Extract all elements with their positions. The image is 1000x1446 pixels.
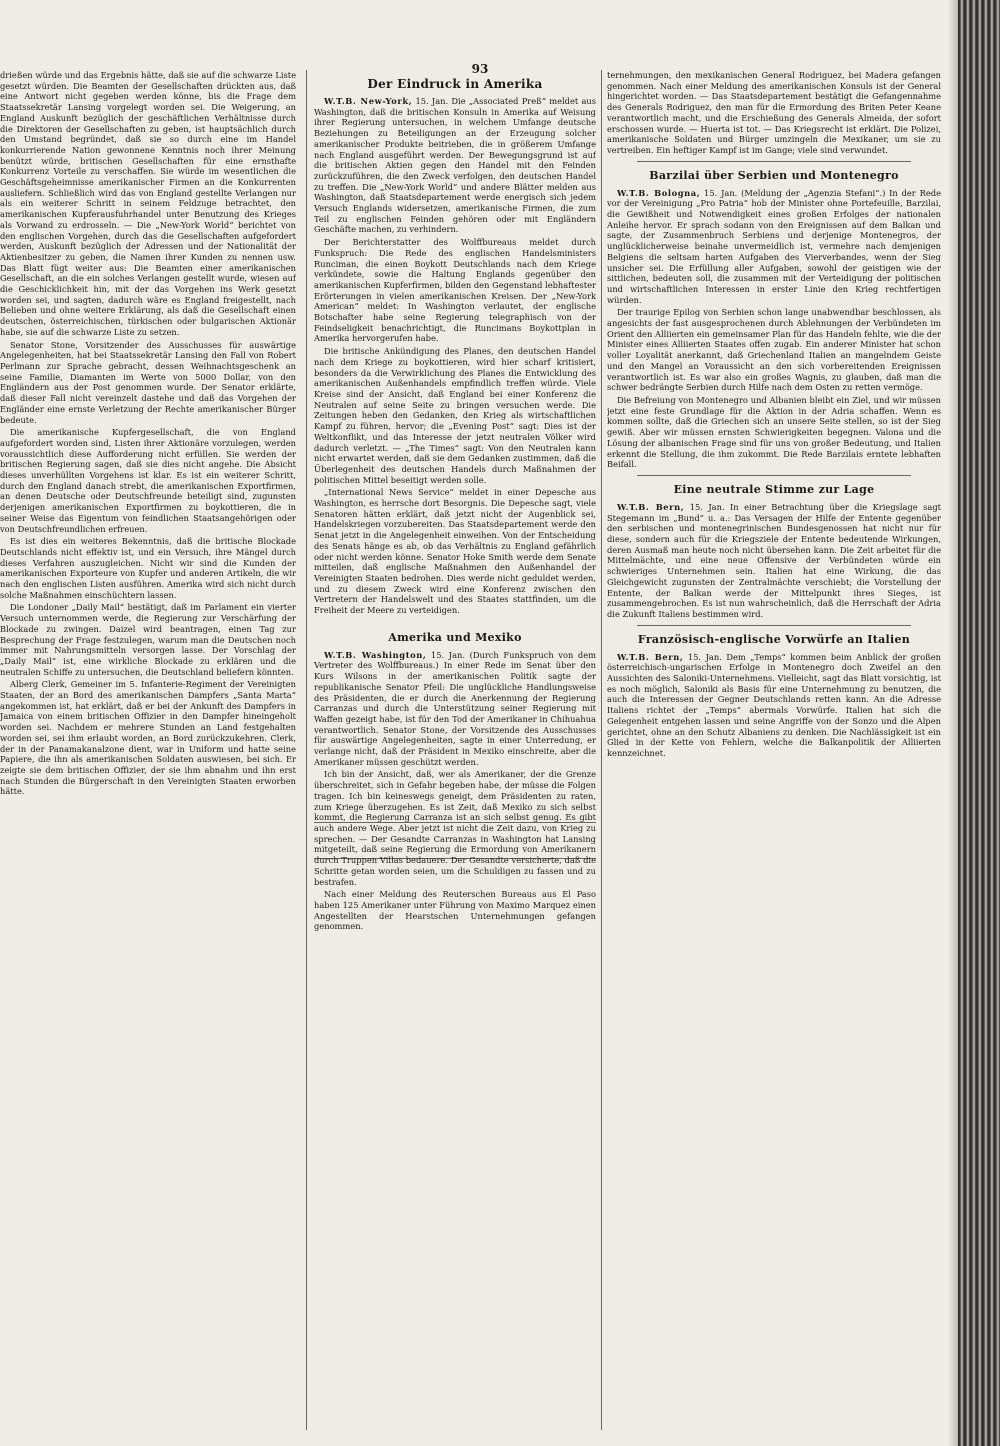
paragraph-text: Der Berichterstatter des Wolffbureaus meldet durch Funkspruch: Die Rede des englischen Handelsministers Runciman, die einen Boykott Deutschlands nach dem Kriege verkündete, sowie die Haltung Englands gegenüber den amerikanischen Kupferfirmen, bilden den Gegenstand lebhaftester Erörterungen in vielen amerikanischen Kreisen. Der „New-York American“ meldet: In Washington verlautet, der englische Botschafter habe seine Regierung telegraphisch von der Feindseligkeit benachrichtigt, die Runcimans Boykottplan in Amerika hervorgerufen habe.: [314, 237, 596, 344]
dateline: W.T.B. New-York,: [324, 96, 413, 106]
dateline: W.T.B. Bologna,: [617, 187, 701, 198]
paragraph: [314, 769, 596, 887]
paragraph: Es ist dies ein weiteres Bekenntnis, daß die britische Blockade Deutschlands nicht effektiv ist, und ein Versuch, ihre Mängel durch dieses Verfahren auszugleichen. Nicht wir sind die Kunden der amerikanischen Exporteure von Kupfer und anderen Artikeln, die wir nach den englischen Listen ausführen. Amerika wird sich nicht durch solche Maßnahmen einschüchtern lassen.: [0, 536, 296, 600]
paragraph: [314, 237, 596, 344]
paragraph: [607, 307, 941, 393]
divider: [637, 625, 911, 626]
paragraph: Die amerikanische Kupfergesellschaft, die von England aufgefordert worden sind, Listen ihrer Aktionäre vorzulegen, werden voraussichtlich diese Aufforderung nicht erfüllen. Sie werden der britischen Regierung sagen, daß sie dies nicht angehe. Die Absicht dieses unverhüllten Vorgehens ist klar. Es ist ein weiterer Schritt, durch den England danach strebt, die amerikanischen Exportfirmen, an denen Deutsche oder Deutschfreunde beteiligt sind, zugunsten derjenigen amerikanischen Exportfirmen zu boykottieren, die in seiner Weise das Eigentum von feindlichen Staatsangehörigen oder von Deutschfreundlichen erfreuen.: [0, 427, 296, 534]
paragraph: [314, 889, 596, 932]
article-heading-french-english-reproaches: Französisch-englische Vorwürfe an Italien: [637, 632, 911, 646]
paragraph: Senator Stone, Vorsitzender des Ausschusses für auswärtige Angelegenheiten, hat bei Staatssekretär Lansing den Fall von Robert Perlmann zur Sprache gebracht, dessen Weihnachtsgeschenk an seine Familie, Diamanten im Werte von 5000 Dollar, von den Engländern aus der Post genommen wurde. Der Senator erklärte, daß dieser Fall nicht vereinzelt dastehe und daß das Vorgehen der Engländer eine ernste Verletzung der Rechte amerikanischer Bürger bedeute.: [0, 339, 296, 425]
paragraph: [314, 346, 596, 485]
paragraph: [607, 188, 941, 306]
divider: [637, 161, 911, 162]
article-heading-neutral-voice: Eine neutrale Stimme zur Lage: [673, 482, 875, 496]
paragraph: [607, 395, 941, 470]
paragraph-text: Die britische Ankündigung des Planes, den deutschen Handel nach dem Kriege zu boykottieren, wird hier scharf kritisiert, besonders da die Verwirklichung des Planes die Entwicklung des amerikanischen Außenhandels empfindlich treffen würde. Viele Kreise sind der Ansicht, daß England bei einer Konferenz die Neutralen auf seine Seite zu bringen versuchen werde. Die Zeitungen heben den Gedanken, den Krieg als wirtschaftlichen Kampf zu führen, hervor; die „Evening Post“ sagt: Dies ist der Weltkonflikt, und das Interesse der jetzt neutralen Völker wird dadurch verletzt. — „The Times“ sagt: Von den Neutralen kann nicht erwartet werden, daß sie dem Gedanken zustimmen, daß die Überlegenheit des deutschen Handels durch Maßnahmen der politischen Mittel beseitigt werden solle.: [314, 346, 596, 485]
paragraph: drießen würde und das Ergebnis hätte, daß sie auf die schwarze Liste gesetzt würden. Die Beamten der Gesellschaften drückten aus, daß eine Antwort nicht gegeben werden könne, bis die Frage dem Staatssekretär Lansing vorgelegt worden sei. Die Weigerung, an England Auskunft bezüglich der geschäftlichen Verhältnisse durch die Direktoren der Gesellschaften zu geben, ist hauptsächlich durch den Umstand begründet, daß sie so durch eine im Handel konkurrierende Nation gewonnene Kenntnis noch ihrer Meinung benützt würde, britischen Gesellschaften für eine ernsthafte Konkurrenz Vorteile zu verschaffen. Sie würde im wesentlichen die Geschäftsgeheimnisse amerikanischer Firmen an die Konkurrenten ausliefern. Schließlich wird das von England gestellte Verlangen nur als ein weiterer Schritt in seinem Feldzuge betrachtet, den amerikanischen Kupferausfuhrhandel unter Benutzung des Krieges als Vorwand zu erdrosseln. — Die „New-York World“ berichtet von den englischen Vorgehen, durch das die Gesellschaften aufgefordert werden, Auskunft bezüglich der Adressen und der Nationalität der Aktienbesitzer zu geben, die Namen ihrer Kunden zu nennen usw. Das Blatt fügt weiter aus: Die Beamten einer amerikanischen Gesellschaft, an die ein solches Verlangen gestellt wurde, wiesen auf die Geschicklichkeit hin, mit der das Vorgehen ins Werk gesetzt worden sei, und sagten, dadurch wäre es England freigestellt, nach Belieben und ohne weitere Erklärung, als daß die Gesellschaft einen deutschen, österreichischen, türkischen oder bulgarischen Aktionär habe, sie auf die schwarze Liste zu setzen.: [0, 70, 296, 337]
paragraph: [314, 650, 596, 768]
paragraph-text: Die Befreiung von Montenegro und Albanien bleibt ein Ziel, und wir müssen jetzt eine feste Grundlage für die Aktion in der Adria schaffen. Wenn es kommen sollte, daß die Griechen sich an unsere Seite stellen, so ist der Sieg gewiß. Aber wir müssen ernsten Schwierigkeiten begegnen. Valona und die Lösung der albanischen Frage sind für uns von großer Bedeutung, und Italien erkennt die Stellung, die ihm zukommt. Die Rede Barzilais erntete lebhaften Beifall.: [607, 394, 941, 470]
paragraph: [607, 652, 941, 759]
article-heading-barzilai: Barzilai über Serbien und Montenegro: [649, 168, 899, 182]
column-rule-left: [306, 70, 307, 1430]
paragraph-text: Der traurige Epilog von Serbien schon lange unabwendbar beschlossen, als angesichts der fast ausgesprochenen durch Ablehnungen der Verbündeten im Orient den Alliierten ein gemeinsamer Plan für das Handeln fehlte, wie die der Minister eines Alliierten Staates offen zugab. Ein anderer Minister hat schon voller Loyalität anerkannt, daß Griechenland Italien an mangelndem Geiste und den Mangel an Voraussicht an den sich vorbereitenden Ereignissen verantwortlich ist. Es war also ein großes Wagnis, zu glauben, daß man die schwer bedrängte Serbien durch Hilfe nach dem Osten zu retten vermöge.: [607, 307, 941, 393]
dateline: W.T.B. Washington,: [324, 649, 427, 660]
divider: [637, 475, 911, 476]
page-number: 93: [471, 62, 489, 76]
article-heading-impression-america: Der Eindruck in Amerika: [367, 77, 543, 91]
paragraph-text: Nach einer Meldung des Reuterschen Bureaus aus El Paso haben 125 Amerikaner unter Führung von Maximo Marquez einen Angestellten der Hearstschen Unternehmungen gefangen genommen.: [314, 889, 596, 932]
dateline: W.T.B. Bern,: [617, 651, 684, 662]
paragraph-text: 15. Jan. Die „Associated Preß“ meldet aus Washington, daß die britischen Konsuln in Amerika auf Weisung ihrer Regierung untersuchen, in welchem Umfange deutsche Beziehungen zu Beteiligungen an der Erzeugung solcher amerikanischer Produkte beitrieben, die in größerem Umfange nach England ausgeführt werden. Der Bewegungsgrund ist auf die britischen Aktien gegen den Handel mit den Feinden zurückzuführen, die den Zweck verfolgen, den deutschen Handel zu treffen. Die „New-York World“ und andere Blätter melden aus Washington, daß Staatsdepartement werde energisch sich jedem Versuch Englands widersetzen, amerikanische Firmen, die zum Teil zu englischen Feinden gehören oder mit Engländern Geschäfte machen, zu verhindern.: [314, 96, 596, 235]
column-middle: [314, 70, 596, 1434]
paragraph: Alberg Clerk, Gemeiner im 5. Infanterie-Regiment der Vereinigten Staaten, der an Bord des amerikanischen Dampfers „Santa Marta“ angekommen ist, hat erklärt, daß er bei der Ankunft des Dampfers in Jamaica von einem britischen Offizier in den Dampfer hineingeholt worden sei. Nachdem er mehrere Stunden an Land festgehalten worden sei, sei ihm erlaubt worden, an Bord zurückzukehren. Clerk, der in der Panamakanalzone dient, war in Uniform und hatte seine Papiere, die ihn als amerikanischen Soldaten auswiesen, bei sich. Er zeigte sie dem britischen Offizier, der sie ihm abnahm und ihn erst nach Stunden die Bürgerschaft in den Vereinigten Staaten erworben hätte.: [0, 679, 296, 797]
paragraph-text: Ich bin der Ansicht, daß, wer als Amerikaner, der die Grenze überschreitet, sich in Gefahr begeben habe, der müsse die Folgen tragen. Ich bin keineswegs geneigt, dem Präsidenten zu raten, zum Kriege überzugehen. Es ist Zeit, daß Mexiko zu sich selbst kommt, die Regierung Carranza ist an sich selbst genug. Es gibt auch andere Wege. Aber jetzt ist nicht die Zeit dazu, von Krieg zu sprechen. — Der Gesandte Carranzas in Washington hat Lansing mitgeteilt, daß seine Regierung die Ermordung von Amerikanern durch Truppen Villas bedauere. Der Gesandte versicherte, daß die Schritte getan worden seien, um die Schuldigen zu fassen und zu bestrafen.: [314, 769, 596, 887]
column-right: [607, 70, 941, 1434]
paragraph-text: 15. Jan. (Meldung der „Agenzia Stefani“.) In der Rede vor der Vereinigung „Pro Patria“ hob der Minister ohne Portefeuille, Barzilai, die Gewißheit und Notwendigkeit eines großen Erfolges der nationalen Anleihe hervor. Er sprach sodann von den Ereignissen auf dem Balkan und sagte, der Zusammenbruch Serbiens und derjenige Montenegros, der unglücklicherweise beinahe unvermeidlich ist, vermehre nach demjenigen Belgiens die seltsam harten Aufgaben des Vierverbandes, wenn der Sieg unsicher sei. Die Erfüllung aller Aufgaben, sowohl der geistigen wie der sittlichen, bedeuten soll, die zusammen mit der Verteidigung der politischen und wirtschaftlichen Interessen in erster Linie den Krieg rechtfertigen würden.: [607, 187, 941, 305]
paragraph-text: 15. Jan. (Durch Funkspruch von dem Vertreter des Wolffbureaus.) In einer Rede im Senat über den Kurs Wilsons in der amerikanischen Politik sagte der republikanische Senator Pfeil: Die unglückliche Handlungsweise des Präsidenten, die er durch die Anerkennung der Regierung Carranzas und durch die Unterstützung seiner Regierung mit Waffen gezeigt habe, ist für den Tod der Amerikaner in Chihuahua verantwortlich. Senator Stone, der Vorsitzende des Ausschusses für auswärtige Angelegenheiten, sagte in einer Unterredung, er verlange nicht, daß der Präsident in Mexiko einschreite, aber die Amerikaner müssen geschützt werden.: [314, 649, 596, 767]
paragraph: Die Londoner „Daily Mail“ bestätigt, daß im Parlament ein vierter Versuch unternommen werde, die Regierung zur Verschärfung der Blockade zu zwingen. Daizel wird beantragen, einen Tag zur Besprechung der Frage festzulegen, warum man die Deutschen noch immer mit Nahrungsmitteln versorgen lasse. Der Vorschlag der „Daily Mail“ ist, eine wirkliche Blockade zu erklären und die neutralen Schiffe zu untersuchen, die Deutschland beliefern könnten.: [0, 602, 296, 677]
paragraph: ternehmungen, den mexikanischen General Rodriguez, bei Madera gefangen genommen. Nach einer Meldung des amerikanischen Konsuls ist der General hingerichtet worden. — Das Staatsdepartement bestätigt die Gefangennahme des Generals Rodriguez, den man für die Ermordung des Briten Peter Keane verantwortlich macht, und die Erschießung des Generals Almeida, der sofort erschossen wurde. — Huerta ist tot. — Das Kriegsrecht ist erklärt. Die Polizei, amerikanische Soldaten und Bürger umzingeln die Mexikaner, um sie zu vertreiben. Ein heftiger Kampf ist im Gange; viele sind verwundet.: [607, 70, 941, 155]
paragraph-text: „International News Service“ meldet in einer Depesche aus Washington, es herrsche dort Besorgnis. Die Depesche sagt, viele Senatoren hätten erklärt, daß jetzt nicht der Augenblick sei, Handelskriegen vorzubereiten. Das Staatsdepartement werde den Senat jetzt in die Angelegenheit einweihen. Von der Entscheidung des Senats hänge es ab, ob das Verhältnis zu England gefährlich oder nicht werden könne. Senator Hoke Smith werde dem Senate mitteilen, daß englische Maßnahmen den Außenhandel der Vereinigten Staaten bedrohen. Dies werde nicht geduldet werden, und zu diesem Zweck wird eine Konferenz zwischen den Vertretern der Handelswelt und des Staates stattfinden, um die Freiheit der Meere zu verteidigen.: [314, 487, 596, 616]
paragraph-text: 15. Jan. In einer Betrachtung über die Kriegslage sagt Stegemann im „Bund“ u. a.: Das Versagen der Hilfe der Entente gegenüber den serbischen und montenegrinischen Bundesgenossen hat nicht nur für diese, sondern auch für die Kriegsziele der Entente bedeutende Wirkungen, deren Ausmaß man heute noch nicht übersehen kann. Die Zeit arbeitet für die Mittelmächte, und eine neue Offensive der Verbündeten würde ein schwieriges Unternehmen sein. Italien hat eine Wirkung, die das Gleichgewicht zugunsten der Zentralmächte verschiebt; die Vorstellung der Entente, der Balkan werde der Mittelpunkt ihres Sieges, ist zusammengebrochen. Es ist nun wahrscheinlich, daß die Herrschaft der Adria die Zukunft Italiens bestimmen wird.: [607, 501, 941, 619]
paragraph: [314, 96, 596, 235]
column-rule-right: [601, 70, 602, 1430]
paragraph-text: 15. Jan. Dem „Temps“ kommen beim Anblick der großen österreichisch-ungarischen Erfolge in Montenegro doch Zweifel an den Aussichten des Saloniki-Unternehmens. Vielleicht, sagt das Blatt vorsichtig, ist es noch möglich, Saloniki als Basis für eine Unternehmung zu benutzen, die auch die Interessen der Gegner Deutschlands retten kann. An die Adresse Italiens richtet der „Temps“ abermals Vorwürfe. Italien hat sich die Gelegenheit entgehen lassen und seine Angriffe von der Sonzo und die Alpen gerichtet, ohne an den Schutz Albaniens zu denken. Die Nachlässigkeit ist ein Glied in der Kette von Fehlern, welche die Balkanpolitik der Alliierten kennzeichnet.: [607, 651, 941, 758]
dateline: W.T.B. Bern,: [617, 501, 685, 512]
paragraph: [607, 502, 941, 620]
article-heading-america-mexico: Amerika und Mexiko: [388, 630, 522, 644]
column-left: [0, 70, 296, 1434]
book-page-edges: [958, 0, 1000, 1446]
paragraph: [314, 487, 596, 615]
